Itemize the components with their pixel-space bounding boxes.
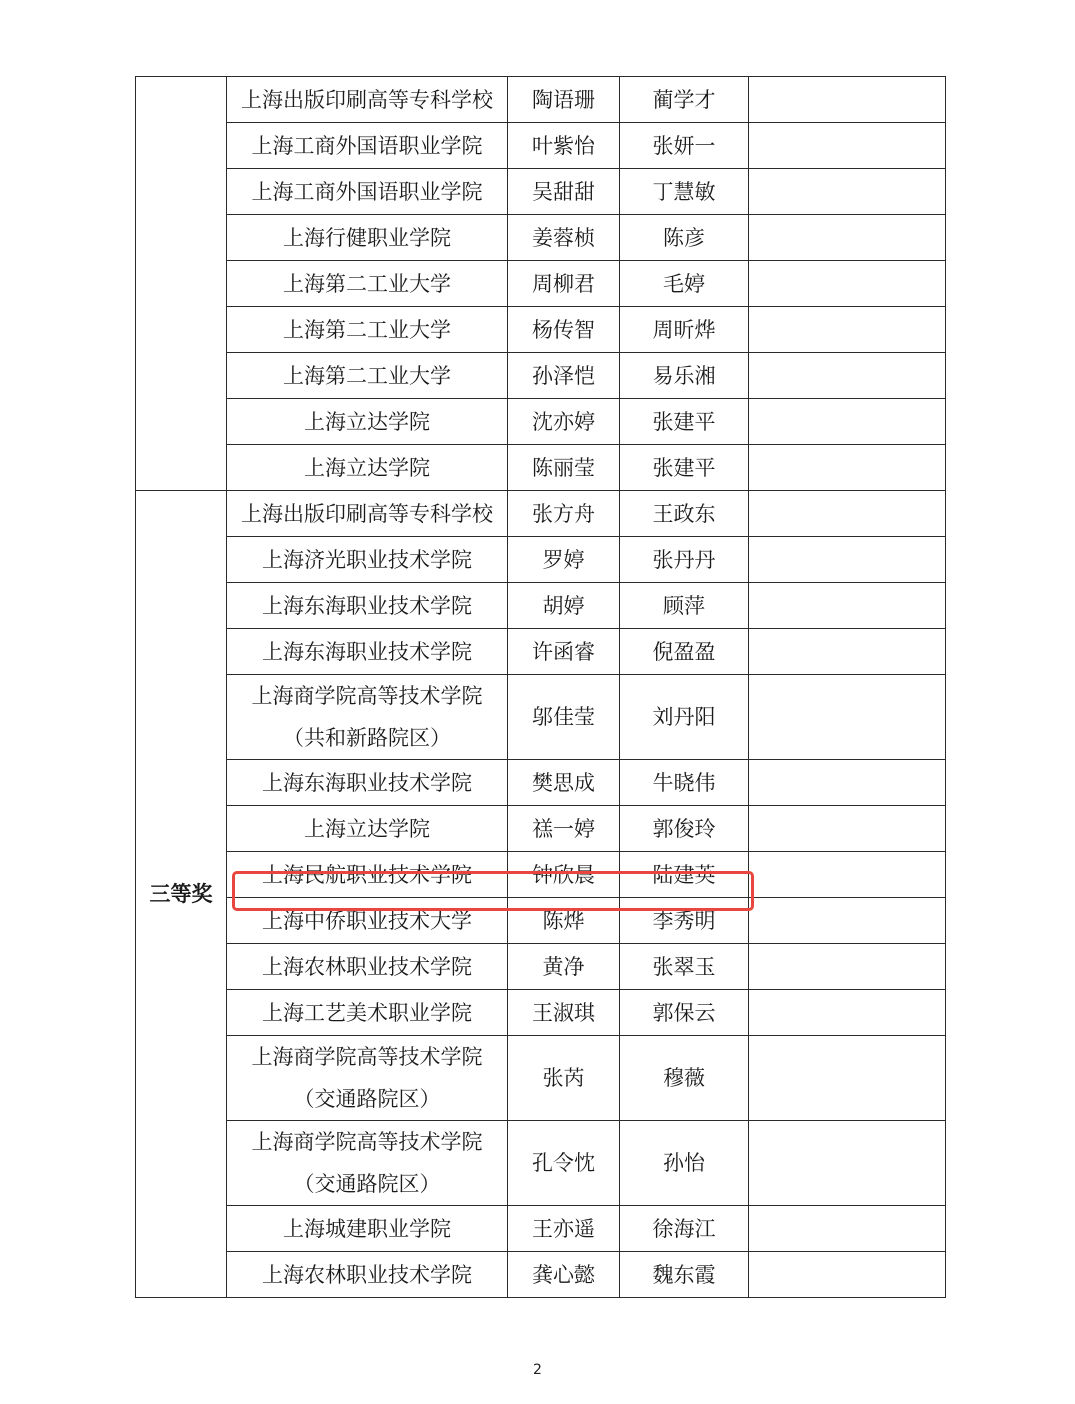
award-table-body xyxy=(136,77,946,1298)
school-cell xyxy=(227,629,508,675)
school-name-line: 上海东海职业技术学院 xyxy=(262,639,472,664)
student-name-cell: 孙泽恺 xyxy=(508,353,620,399)
teacher-name-cell: 陆建英 xyxy=(620,852,749,898)
table-row xyxy=(136,399,946,445)
teacher-name-cell: 蔺学才 xyxy=(620,77,749,123)
school-name-line: 上海工商外国语职业学院 xyxy=(251,179,483,204)
remark-cell xyxy=(749,77,946,123)
teacher-name-cell: 张翠玉 xyxy=(620,944,749,990)
student-name-cell: 姜蓉桢 xyxy=(508,215,620,261)
table-row xyxy=(136,77,946,123)
school-name-line: 上海立达学院 xyxy=(304,816,430,841)
school-cell xyxy=(227,944,508,990)
school-cell xyxy=(227,675,508,760)
remark-cell xyxy=(749,675,946,760)
remark-cell xyxy=(749,760,946,806)
remark-cell xyxy=(749,537,946,583)
school-name-line: 上海商学院高等技术学院 xyxy=(251,1045,483,1069)
remark-cell xyxy=(749,990,946,1036)
table-row xyxy=(136,806,946,852)
table-row xyxy=(136,898,946,944)
table-row xyxy=(136,944,946,990)
student-name-cell: 陶语珊 xyxy=(508,77,620,123)
student-name-cell: 禚一婷 xyxy=(508,806,620,852)
teacher-name-cell: 陈彦 xyxy=(620,215,749,261)
school-name-line: 上海商学院高等技术学院 xyxy=(251,1130,483,1154)
student-name-cell: 杨传智 xyxy=(508,307,620,353)
teacher-name-cell: 倪盈盈 xyxy=(620,629,749,675)
school-name-line: 上海第二工业大学 xyxy=(283,271,451,296)
student-name-cell: 黄净 xyxy=(508,944,620,990)
school-name-line: 上海工商外国语职业学院 xyxy=(251,133,483,158)
student-name-cell: 钟欣晨 xyxy=(508,852,620,898)
school-name-line: （共和新路院区） xyxy=(283,726,451,750)
school-cell xyxy=(227,491,508,537)
teacher-name-cell: 穆薇 xyxy=(620,1036,749,1121)
teacher-name-cell: 张丹丹 xyxy=(620,537,749,583)
table-row xyxy=(136,990,946,1036)
teacher-name-cell: 李秀明 xyxy=(620,898,749,944)
school-cell xyxy=(227,537,508,583)
remark-cell xyxy=(749,1036,946,1121)
remark-cell xyxy=(749,583,946,629)
remark-cell xyxy=(749,169,946,215)
school-name-line: 上海工艺美术职业学院 xyxy=(262,1000,472,1025)
remark-cell xyxy=(749,944,946,990)
category-cell-top xyxy=(136,77,227,491)
teacher-name-cell: 张建平 xyxy=(620,445,749,491)
remark-cell xyxy=(749,852,946,898)
school-cell xyxy=(227,307,508,353)
teacher-name-cell: 郭保云 xyxy=(620,990,749,1036)
teacher-name-cell: 孙怡 xyxy=(620,1121,749,1206)
school-cell xyxy=(227,1121,508,1206)
school-name-line: 上海中侨职业技术大学 xyxy=(262,908,472,933)
teacher-name-cell: 牛晓伟 xyxy=(620,760,749,806)
student-name-cell: 周柳君 xyxy=(508,261,620,307)
school-name-line: 上海出版印刷高等专科学校 xyxy=(241,501,493,526)
school-cell xyxy=(227,261,508,307)
student-name-cell: 王淑琪 xyxy=(508,990,620,1036)
school-cell xyxy=(227,215,508,261)
student-name-cell: 陈丽莹 xyxy=(508,445,620,491)
school-cell xyxy=(227,1036,508,1121)
table-row xyxy=(136,353,946,399)
school-cell xyxy=(227,760,508,806)
school-name-line: 上海商学院高等技术学院 xyxy=(251,684,483,708)
school-cell xyxy=(227,990,508,1036)
table-row xyxy=(136,537,946,583)
award-table xyxy=(135,76,946,1298)
table-row-highlighted xyxy=(136,852,946,898)
school-name-line: 上海济光职业技术学院 xyxy=(262,547,472,572)
teacher-name-cell: 王政东 xyxy=(620,491,749,537)
table-row xyxy=(136,491,946,537)
remark-cell xyxy=(749,491,946,537)
school-cell xyxy=(227,445,508,491)
school-cell xyxy=(227,123,508,169)
student-name-cell: 龚心懿 xyxy=(508,1252,620,1298)
school-name-line: 上海东海职业技术学院 xyxy=(262,770,472,795)
remark-cell xyxy=(749,1121,946,1206)
student-name-cell: 樊思成 xyxy=(508,760,620,806)
category-cell-third-prize: 三等奖 xyxy=(136,491,227,1298)
table-row xyxy=(136,629,946,675)
school-cell xyxy=(227,353,508,399)
student-name-cell: 孔令忱 xyxy=(508,1121,620,1206)
table-row xyxy=(136,1036,946,1121)
student-name-cell: 胡婷 xyxy=(508,583,620,629)
remark-cell xyxy=(749,445,946,491)
table-row xyxy=(136,1252,946,1298)
school-name-line: 上海城建职业学院 xyxy=(283,1216,451,1241)
student-name-cell: 吴甜甜 xyxy=(508,169,620,215)
school-cell xyxy=(227,852,508,898)
school-name-line: 上海东海职业技术学院 xyxy=(262,593,472,618)
school-cell xyxy=(227,77,508,123)
table-row xyxy=(136,1121,946,1206)
remark-cell xyxy=(749,215,946,261)
remark-cell xyxy=(749,307,946,353)
school-name-line: 上海行健职业学院 xyxy=(283,225,451,250)
table-row xyxy=(136,675,946,760)
teacher-name-cell: 刘丹阳 xyxy=(620,675,749,760)
teacher-name-cell: 郭俊玲 xyxy=(620,806,749,852)
student-name-cell: 陈烨 xyxy=(508,898,620,944)
school-cell xyxy=(227,399,508,445)
school-cell xyxy=(227,169,508,215)
teacher-name-cell: 丁慧敏 xyxy=(620,169,749,215)
school-name-line: 上海第二工业大学 xyxy=(283,363,451,388)
teacher-name-cell: 毛婷 xyxy=(620,261,749,307)
student-name-cell: 张芮 xyxy=(508,1036,620,1121)
school-cell xyxy=(227,806,508,852)
school-cell xyxy=(227,1252,508,1298)
remark-cell xyxy=(749,123,946,169)
school-name-line: 上海农林职业技术学院 xyxy=(262,954,472,979)
remark-cell xyxy=(749,399,946,445)
school-cell xyxy=(227,898,508,944)
student-name-cell: 沈亦婷 xyxy=(508,399,620,445)
school-name-line: 上海立达学院 xyxy=(304,409,430,434)
table-row xyxy=(136,123,946,169)
teacher-name-cell: 魏东霞 xyxy=(620,1252,749,1298)
table-row xyxy=(136,760,946,806)
school-name-line: 上海农林职业技术学院 xyxy=(262,1262,472,1287)
table-row xyxy=(136,445,946,491)
remark-cell xyxy=(749,806,946,852)
school-name-line: 上海出版印刷高等专科学校 xyxy=(241,87,493,112)
table-row xyxy=(136,215,946,261)
student-name-cell: 邬佳莹 xyxy=(508,675,620,760)
student-name-cell: 叶紫怡 xyxy=(508,123,620,169)
teacher-name-cell: 顾萍 xyxy=(620,583,749,629)
table-row xyxy=(136,583,946,629)
teacher-name-cell: 张妍一 xyxy=(620,123,749,169)
teacher-name-cell: 张建平 xyxy=(620,399,749,445)
school-name-line: 上海立达学院 xyxy=(304,455,430,480)
school-name-line: （交通路院区） xyxy=(293,1172,441,1196)
remark-cell xyxy=(749,629,946,675)
remark-cell xyxy=(749,898,946,944)
page-number: 2 xyxy=(533,1362,542,1378)
teacher-name-cell: 易乐湘 xyxy=(620,353,749,399)
teacher-name-cell: 周昕烨 xyxy=(620,307,749,353)
student-name-cell: 许函睿 xyxy=(508,629,620,675)
remark-cell xyxy=(749,261,946,307)
school-name-line: 上海第二工业大学 xyxy=(283,317,451,342)
teacher-name-cell: 徐海江 xyxy=(620,1206,749,1252)
remark-cell xyxy=(749,1252,946,1298)
remark-cell xyxy=(749,353,946,399)
table-row xyxy=(136,307,946,353)
table-row xyxy=(136,1206,946,1252)
school-name-line: （交通路院区） xyxy=(293,1087,441,1111)
table-row xyxy=(136,169,946,215)
student-name-cell: 张方舟 xyxy=(508,491,620,537)
school-cell xyxy=(227,1206,508,1252)
table-row xyxy=(136,261,946,307)
remark-cell xyxy=(749,1206,946,1252)
student-name-cell: 罗婷 xyxy=(508,537,620,583)
school-cell xyxy=(227,583,508,629)
student-name-cell: 王亦遥 xyxy=(508,1206,620,1252)
school-name-line: 上海民航职业技术学院 xyxy=(262,862,472,887)
